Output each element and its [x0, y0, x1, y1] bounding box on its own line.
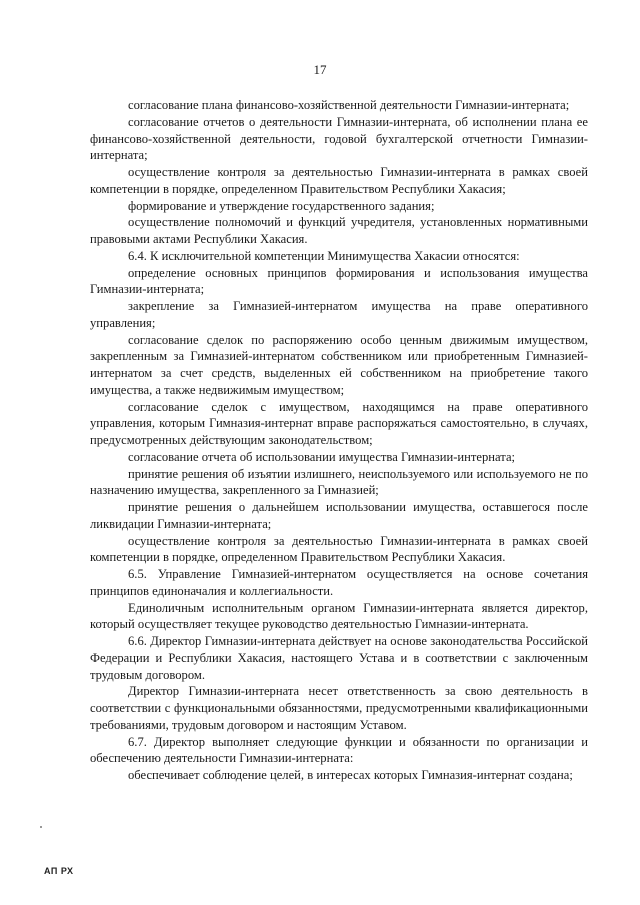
paragraph: согласование отчетов о деятельности Гимназии-интерната, об исполнении плана ее финансово-хозяйственной деятельности, годовой бухгалтерской отчетности Гимназии-интерната; — [90, 114, 588, 163]
scan-speck — [40, 826, 42, 828]
paragraph: согласование плана финансово-хозяйственной деятельности Гимназии-интерната; — [128, 98, 570, 112]
paragraph: Директор Гимназии-интерната несет ответственность за свою деятельность в соответствии с функциональными обязанностями, предусмотренными квалификационными требованиями, трудовым договором и настоящим Уставом. — [90, 684, 588, 732]
section-6-5: 6.5. Управление Гимназией-интернатом осуществляется на основе сочетания принципов единоначалия и коллегиальности. — [90, 567, 588, 598]
body-text — [90, 97, 588, 784]
paragraph: согласование отчета об использовании имущества Гимназии-интерната; — [128, 449, 516, 464]
paragraph: принятие решения о дальнейшем использовании имущества, оставшегося после ликвидации Гимназии-интерната; — [90, 500, 588, 531]
paragraph: осуществление контроля за деятельностью Гимназии-интерната в рамках своей компетенции в порядке, определенном Правительством Республики Хакасия; — [90, 165, 588, 196]
paragraph: согласование сделок по распоряжению особо ценным движимым имуществом, закрепленным за Гимназией-интернатом собственником или приобретенным Гимназией-интернатом за счет средств, выделенных ей собственником на приобретение такого имущества, а также недвижимым имуществом; — [90, 332, 588, 397]
paragraph: принятие решения об изъятии излишнего, неиспользуемого или используемого не по назначению имущества, закрепленного за Гимназией; — [90, 466, 588, 498]
paragraph: согласование сделок с имуществом, находящимся на праве оперативного управления, которым Гимназия-интернат вправе распоряжаться самостоятельно, в случаях, предусмотренных действующим законодательством; — [90, 399, 588, 447]
page-number: 17 — [313, 62, 327, 77]
paragraph: закрепление за Гимназией-интернатом имущества на праве оперативного управления; — [90, 299, 588, 330]
section-heading-6-4: 6.4. К исключительной компетенции Минимущества Хакасии относятся: — [128, 248, 520, 263]
section-6-6: 6.6. Директор Гимназии-интерната действует на основе законодательства Российской Федерации и Республики Хакасия, настоящего Устава и в соответствии с заключенным трудовым договором. — [90, 634, 588, 682]
section-6-7: 6.7. Директор выполняет следующие функции и обязанности по организации и обеспечению деятельности Гимназии-интерната: — [90, 734, 588, 766]
paragraph: Единоличным исполнительным органом Гимназии-интерната является директор, который осуществляет текущее руководство деятельностью Гимназии-интерната. — [90, 600, 588, 632]
paragraph: формирование и утверждение государственного задания; — [128, 198, 435, 213]
paragraph: осуществление контроля за деятельностью Гимназии-интерната в рамках своей компетенции в порядке, определенном Правительством Республики Хакасия. — [90, 533, 588, 565]
paragraph: определение основных принципов формирования и использования имущества Гимназии-интерната; — [90, 265, 588, 297]
footer-mark: АП РХ — [44, 866, 74, 876]
paragraph: осуществление полномочий и функций учредителя, установленных нормативными правовыми актами Республики Хакасия. — [90, 215, 588, 246]
paragraph: обеспечивает соблюдение целей, в интересах которых Гимназия-интернат создана; — [128, 768, 573, 782]
